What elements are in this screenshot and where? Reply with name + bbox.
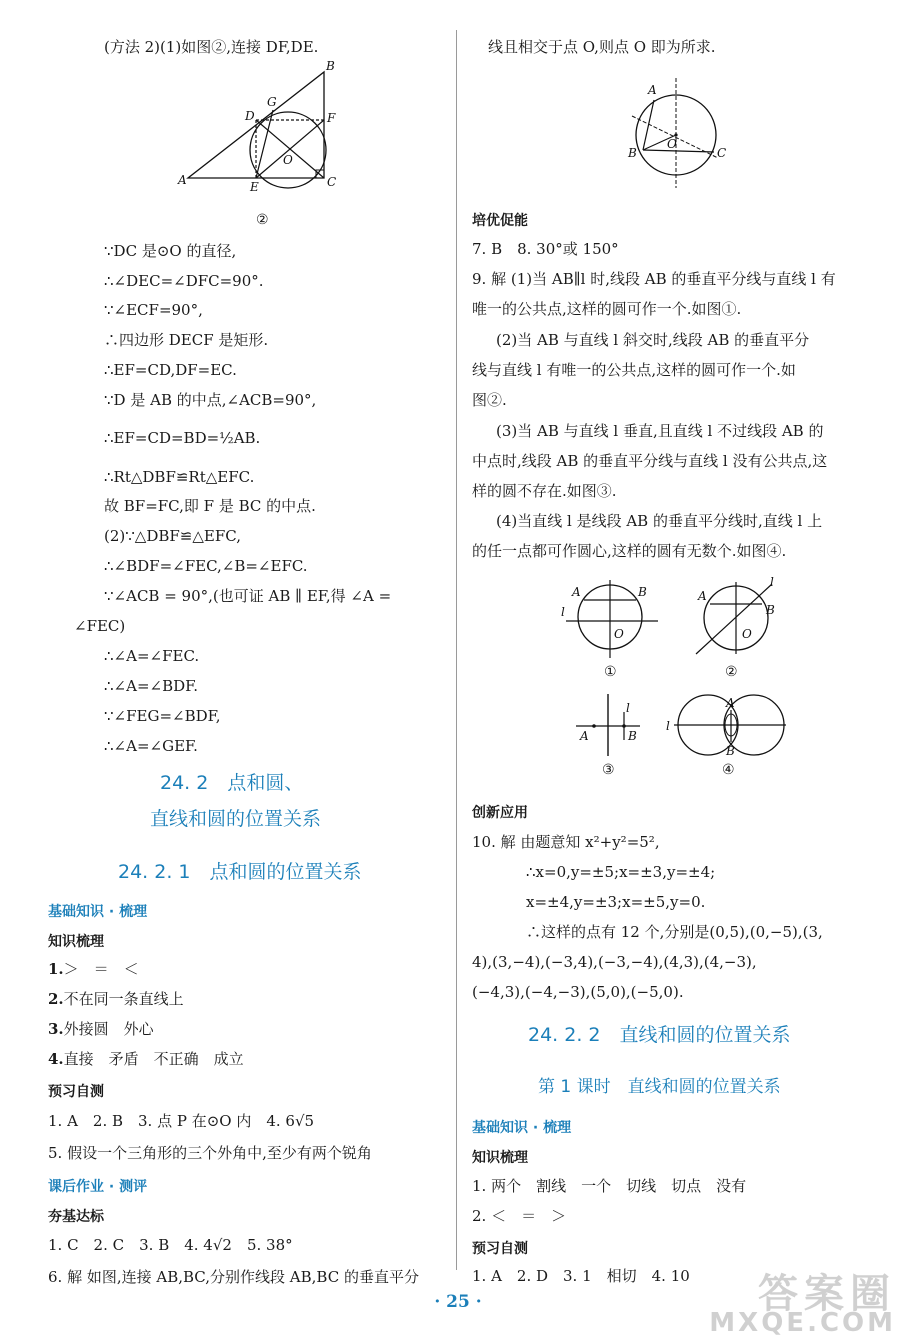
fig3-label-B: B (628, 729, 637, 743)
proof-line: ∵DC 是⊙O 的直径, (104, 242, 237, 260)
basic-knowledge-heading: 基础知识 · 梳理 (48, 904, 148, 920)
fig2b-label-A: A (698, 589, 707, 603)
q9-line: 9. 解 (1)当 AB∥l 时,线段 AB 的垂直平分线与直线 l 有 (472, 270, 836, 288)
knowledge-item-2: 1. 两个 割线 一个 切线 切点 没有 (472, 1177, 747, 1195)
q9-line: 线与直线 l 有唯一的公共点,这样的圆可作一个.如 (472, 361, 796, 379)
q9-line: (4)当直线 l 是线段 AB 的垂直平分线时,直线 l 上 (496, 512, 823, 530)
q6-line: 6. 解 如图,连接 AB,BC,分别作线段 AB,BC 的垂直平分 (48, 1268, 419, 1286)
section-title-line-2: 直线和圆的位置关系 (150, 808, 322, 830)
knowledge-item: 2.不在同一条直线上 (48, 990, 184, 1008)
proof-line: ∴EF=CD,DF=EC. (104, 361, 237, 379)
fig1-label-A: A (572, 585, 581, 599)
q9-line: 唯一的公共点,这样的圆可作一个.如图①. (472, 300, 742, 318)
subsection-title: 24. 2. 1 点和圆的位置关系 (118, 861, 362, 883)
q10-line: 10. 解 由题意知 x²+y²=5², (472, 833, 660, 851)
q9-line: 的任一点都可作圆心,这样的圆有无数个.如图④. (472, 542, 787, 560)
q9-line: (2)当 AB 与直线 l 斜交时,线段 AB 的垂直平分 (496, 331, 810, 349)
q10-line: (−4,3),(−4,−3),(5,0),(−5,0). (472, 983, 684, 1001)
fig2-label-B: B (326, 60, 335, 73)
q9-line: (3)当 AB 与直线 l 垂直,且直线 l 不过线段 AB 的 (496, 422, 824, 440)
fig2-label-F: F (327, 111, 336, 125)
q10-line: ∴x=0,y=±5;x=±3,y=±4; (526, 863, 716, 881)
fig2-label-C: C (327, 175, 337, 189)
figure-q6 (618, 70, 738, 192)
fig2b-label-O: O (742, 627, 752, 641)
method-2-line: (方法 2)(1)如图②,连接 DF,DE. (104, 38, 319, 56)
fig1-label-O: O (614, 627, 624, 641)
fig2-caption: ② (256, 212, 269, 228)
proof-line: ∴∠A=∠FEC. (104, 647, 200, 665)
knowledge-item: 4.直接 矛盾 不正确 成立 (48, 1050, 244, 1068)
proof-line: ∵D 是 AB 的中点,∠ACB=90°, (104, 391, 317, 409)
watermark-logo-bottom: MXQE.COM (709, 1308, 896, 1338)
fig4-label-A: A (726, 696, 735, 710)
fig2-label-D: D (245, 109, 255, 123)
knowledge-item-2: 2. ＜ ＝ ＞ (472, 1207, 567, 1225)
q10-line: ∴这样的点有 12 个,分别是(0,5),(0,−5),(3, (526, 923, 823, 941)
q9-line: 中点时,线段 AB 的垂直平分线与直线 l 没有公共点,这 (472, 452, 828, 470)
fig1-label-l: l (561, 605, 565, 619)
preview-heading: 预习自测 (48, 1084, 104, 1100)
fig2b-caption: ② (725, 664, 738, 680)
fig2-label-O: O (283, 153, 293, 167)
page-number: · 25 · (434, 1292, 482, 1312)
fig2-label-G: G (267, 95, 277, 109)
proof-line: ∴∠DEC=∠DFC=90°. (104, 272, 264, 290)
improve-heading: 培优促能 (472, 213, 528, 229)
figure-case-3 (574, 694, 650, 758)
homework-heading: 课后作业 · 测评 (48, 1179, 148, 1195)
preview-answers: 1. A 2. B 3. 点 P 在⊙O 内 4. 6√5 (48, 1112, 315, 1130)
fig3-label-l: l (626, 701, 630, 715)
fig3-label-A: A (580, 729, 589, 743)
figure-case-1 (558, 580, 663, 660)
watermark-logo-top: 答案圈 (758, 1271, 896, 1317)
proof-line: ∵∠ACB = 90°,(也可证 AB ∥ EF,得 ∠A = (104, 587, 392, 605)
fig4-caption: ④ (722, 762, 735, 778)
innovate-heading: 创新应用 (472, 805, 528, 821)
fig1-caption: ① (604, 664, 617, 680)
knowledge-heading: 知识梳理 (48, 934, 104, 950)
fig1-label-B: B (638, 585, 647, 599)
figure-case-2 (686, 576, 786, 660)
figq6-label-A: A (648, 83, 657, 97)
column-divider (456, 30, 457, 1270)
q10-line: x=±4,y=±3;x=±5,y=0. (526, 893, 706, 911)
preview-answers: 5. 假设一个三角形的三个外角中,至少有两个锐角 (48, 1144, 372, 1162)
proof-line: ∴∠BDF=∠FEC,∠B=∠EFC. (104, 557, 308, 575)
q9-line: 图②. (472, 391, 507, 409)
proof-line: ∴EF=CD=BD=½AB. (104, 429, 261, 447)
proof-line: (2)∵△DBF≌△EFC, (104, 527, 241, 545)
figq6-label-C: C (717, 146, 727, 160)
fig2b-label-l: l (770, 576, 774, 589)
proof-line: ∵∠FEG=∠BDF, (104, 707, 221, 725)
fig3-caption: ③ (602, 762, 615, 778)
fig2-label-A: A (178, 173, 187, 187)
q7-8-answers: 7. B 8. 30°或 150° (472, 240, 619, 258)
fig2b-label-B: B (766, 603, 775, 617)
section-title-line-1: 24. 2 点和圆、 (160, 772, 304, 794)
proof-line: ∴Rt△DBF≌Rt△EFC. (104, 468, 255, 486)
fig2-label-E: E (250, 180, 259, 194)
proof-line: ∴∠A=∠GEF. (104, 737, 198, 755)
q10-line: 4),(3,−4),(−3,4),(−3,−4),(4,3),(4,−3), (472, 953, 757, 971)
figq6-label-B: B (628, 146, 637, 160)
figq6-label-O: O (667, 137, 677, 151)
fig4-label-B: B (726, 744, 735, 758)
preview-heading-2: 预习自测 (472, 1241, 528, 1257)
proof-line: ∵∠ECF=90°, (104, 301, 203, 319)
basic-answers: 1. C 2. C 3. B 4. 4√2 5. 38° (48, 1236, 293, 1254)
basic-knowledge-heading-2: 基础知识 · 梳理 (472, 1120, 572, 1136)
knowledge-item: 3.外接圆 外心 (48, 1020, 154, 1038)
knowledge-heading-2: 知识梳理 (472, 1150, 528, 1166)
knowledge-item: 1.＞ ＝ ＜ (48, 960, 139, 978)
proof-line: ∴∠A=∠BDF. (104, 677, 198, 695)
q6-continuation: 线且相交于点 O,则点 O 即为所求. (488, 38, 716, 56)
subsection-title-2: 24. 2. 2 直线和圆的位置关系 (528, 1024, 791, 1046)
figure-2 (170, 60, 350, 195)
figure-case-4 (664, 690, 788, 760)
basic-heading: 夯基达标 (48, 1209, 104, 1225)
proof-line: ∴四边形 DECF 是矩形. (104, 331, 269, 349)
lesson-title: 第 1 课时 直线和圆的位置关系 (538, 1077, 781, 1097)
preview-answers-2: 1. A 2. D 3. 1 相切 4. 10 (472, 1267, 690, 1285)
proof-line: ∠FEC) (74, 617, 126, 635)
fig4-label-l: l (666, 719, 670, 733)
q9-line: 样的圆不存在.如图③. (472, 482, 617, 500)
proof-line: 故 BF=FC,即 F 是 BC 的中点. (104, 497, 316, 515)
